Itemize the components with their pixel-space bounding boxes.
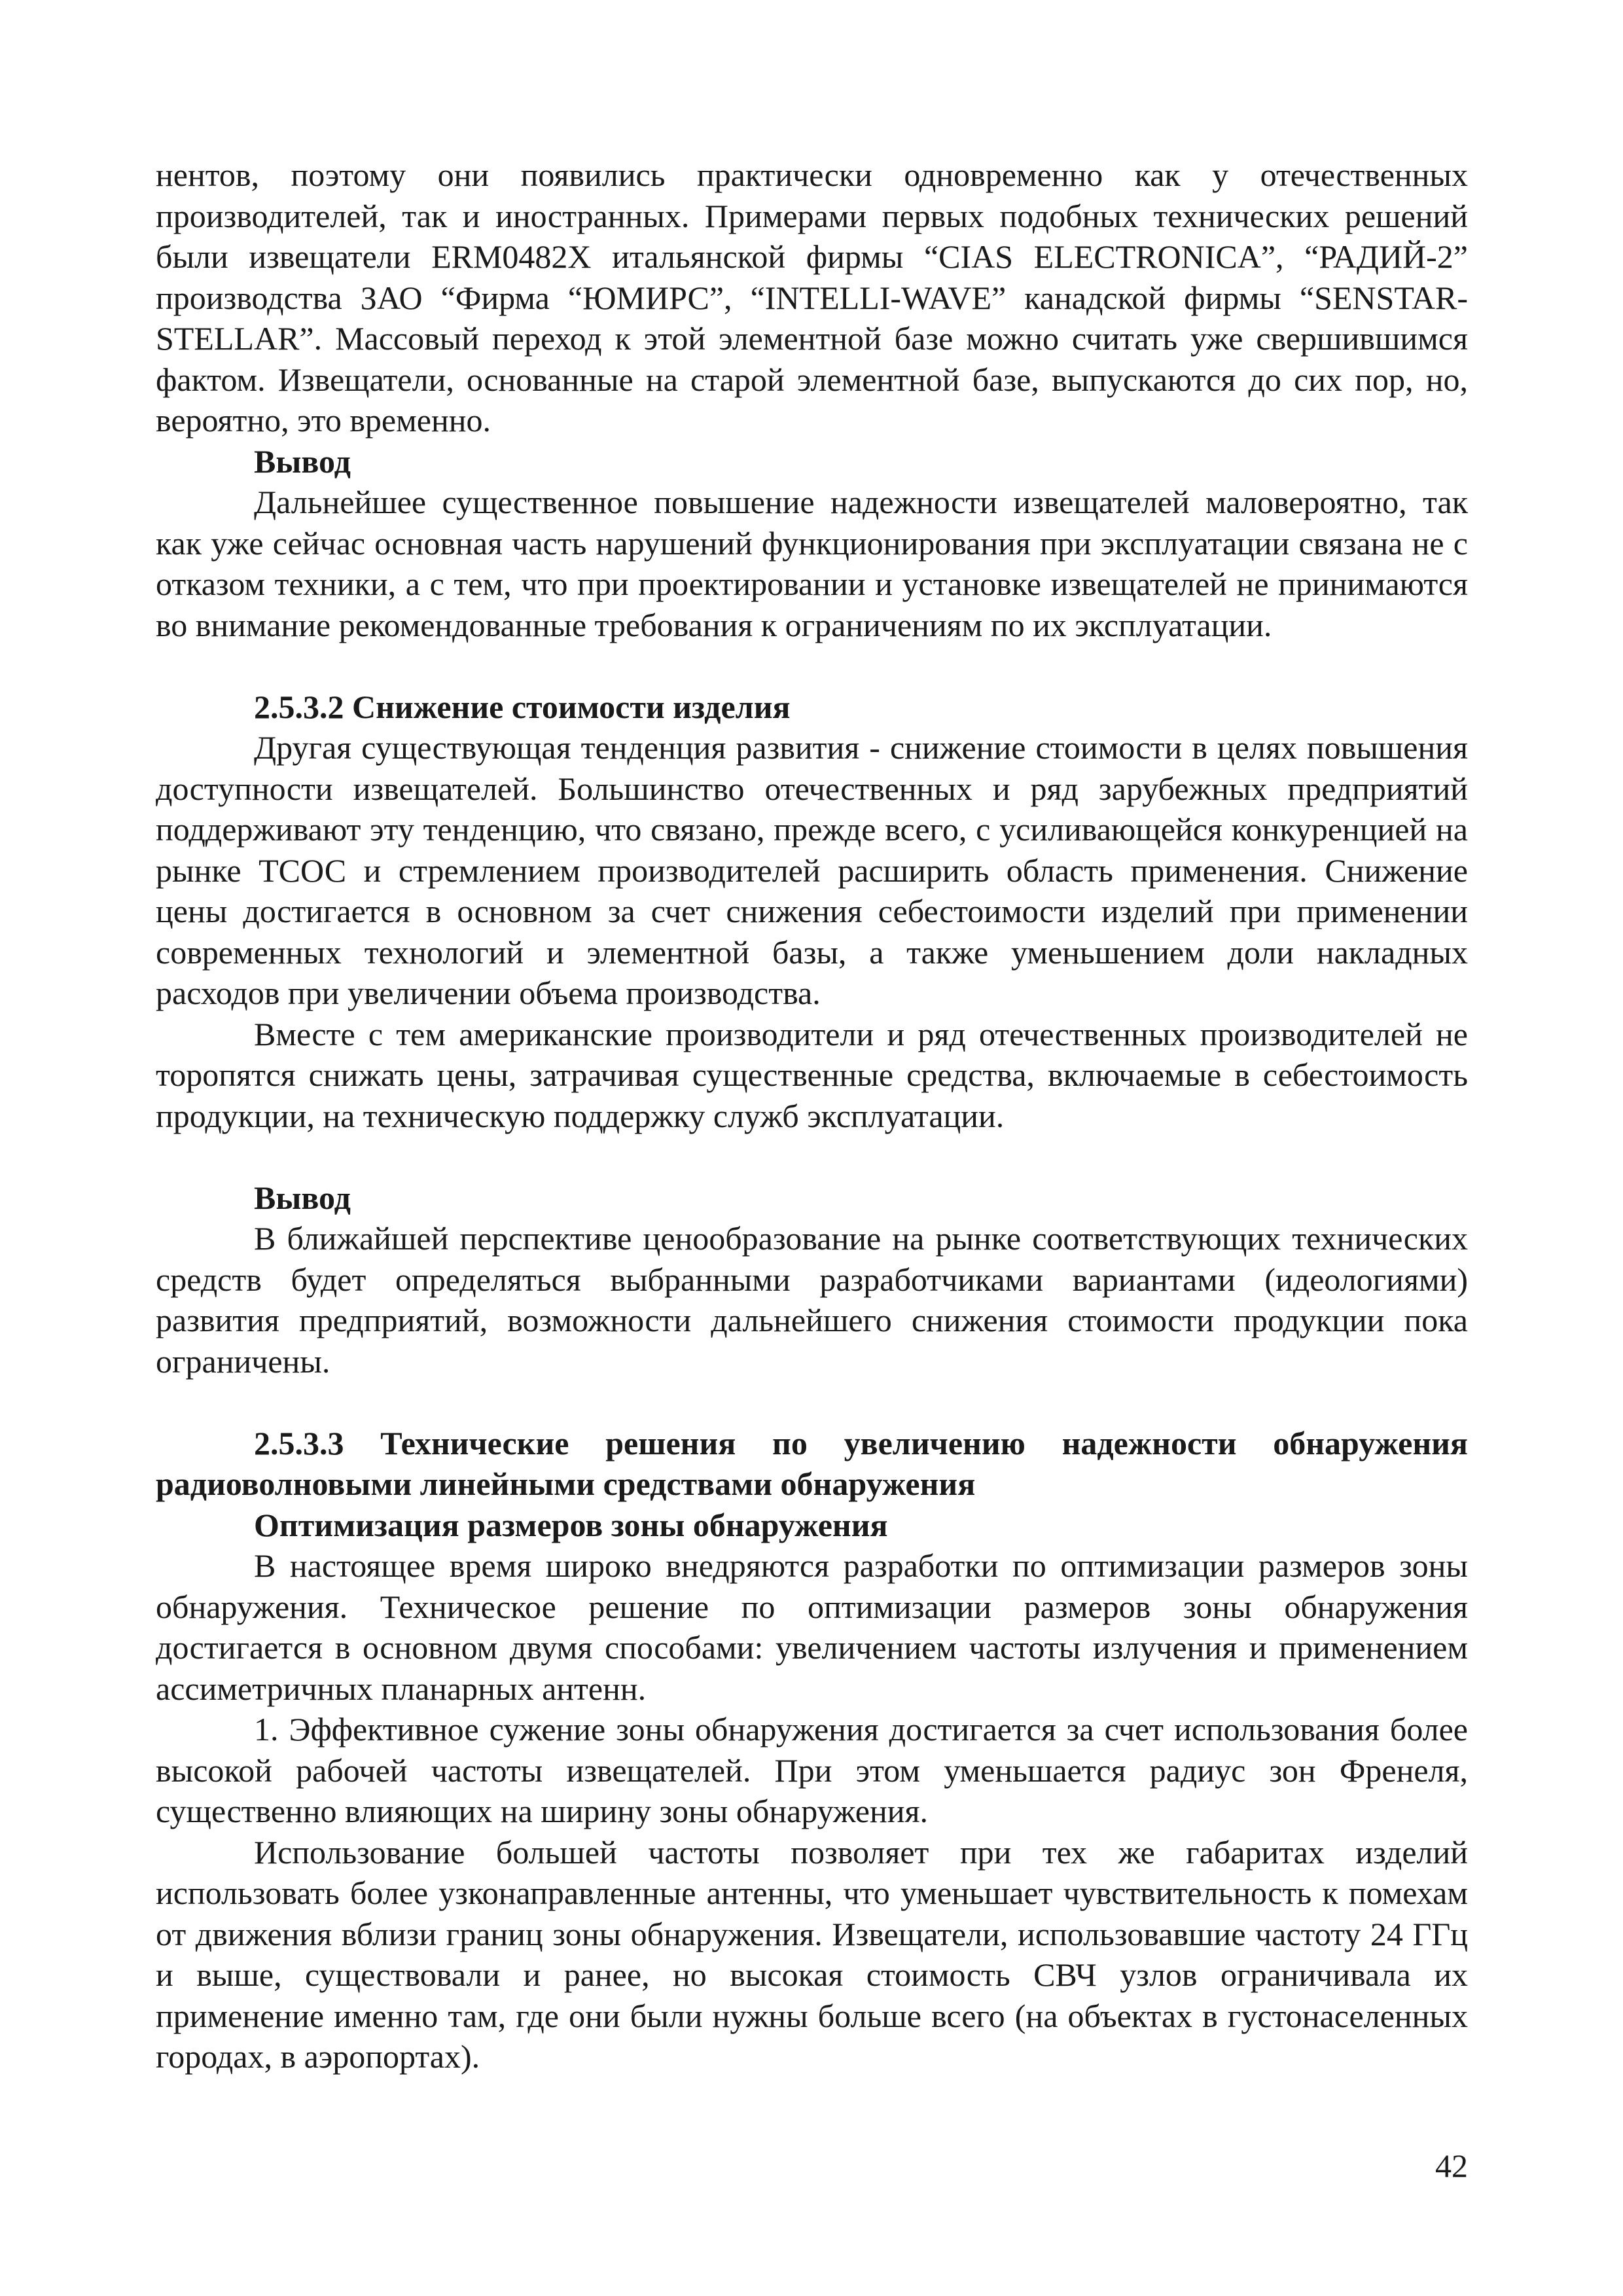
- spacer: [156, 1136, 1468, 1177]
- paragraph-cost-trend: Другая существующая тенденция развития - снижение стоимости в целях повышения доступности извещателей. Большинство отечественных и ряд зарубежных предприятий поддерживают эту тенденцию, что связано, прежде всего, с усиливающейся конкуренцией на рынке ТСОС и стремлением производителей расширить область применения. Снижение цены достигается в основном за счет снижения себестоимости изделий при применении современных технологий и элементной базы, а также уменьшением доли накладных расходов при увеличении объема производства.: [156, 729, 1468, 1011]
- section-heading-2-5-3-2: 2.5.3.2 Снижение стоимости изделия: [254, 688, 791, 725]
- page-body: [156, 154, 1468, 2077]
- spacer: [156, 1382, 1468, 1423]
- paragraph-conclusion-2: В ближайшей перспективе ценообразование на рынке соответствующих технических средств будет определяться выбранными разработчиками вариантами (идеологиями) развития предприятий, возможности дальнейшего снижения стоимости продукции пока ограничены.: [156, 1220, 1468, 1380]
- spacer: [156, 645, 1468, 687]
- heading-conclusion-1: Вывод: [254, 442, 351, 480]
- section-heading-2-5-3-3: 2.5.3.3 Технические решения по увеличению надежности обнаружения радиоволновыми линейными средствами обнаружения: [156, 1424, 1468, 1502]
- paragraph-american-manufacturers: Вместе с тем американские производители и ряд отечественных производителей не торопятся снижать цены, затрачивая существенные средства, включаемые в себестоимость продукции, на техническую поддержку служб эксплуатации.: [156, 1015, 1468, 1134]
- paragraph-higher-frequency: Использование большей частоты позволяет при тех же габаритах изделий использовать более узконаправленные антенны, что уменьшает чувствительность к помехам от движения вблизи границ зоны обнаружения. Извещатели, использовавшие частоту 24 ГГц и выше, существовали и ранее, но высокая стоимость СВЧ узлов ограничивала их применение именно там, где они были нужны больше всего (на объектах в густонаселенных городах, в аэропортах).: [156, 1833, 1468, 2075]
- paragraph-continued: нентов, поэтому они появились практически одновременно как у отечественных производителей, так и иностранных. Примерами первых подобных технических решений были извещатели ERM0482X итальянской фирмы “CIAS ELECTRONICA”, “РАДИЙ-2” производства ЗАО “Фирма “ЮМИРС”, “INTELLI-WAVE” канадской фирмы “SENSTAR-STELLAR”. Массовый переход к этой элементной базе можно считать уже свершившимся фактом. Извещатели, основанные на старой элементной базе, выпускаются до сих пор, но, вероятно, это временно.: [156, 156, 1468, 439]
- heading-conclusion-2: Вывод: [254, 1179, 351, 1216]
- page-number: 42: [1435, 2147, 1468, 2184]
- paragraph-zone-optimization: В настоящее время широко внедряются разработки по оптимизации размеров зоны обнаружения. Техническое решение по оптимизации размеров зоны обнаружения достигается в основном двумя способами: увеличением частоты излучения и применением ассиметричных планарных антенн.: [156, 1547, 1468, 1707]
- subheading-zone-optimization: Оптимизация размеров зоны обнаружения: [254, 1506, 888, 1543]
- paragraph-conclusion-1: Дальнейшее существенное повышение надежности извещателей маловероятно, так как уже сейчас основная часть нарушений функционирования при эксплуатации связана не с отказом техники, а с тем, что при проектировании и установке извещателей не принимаются во внимание рекомендованные требования к ограничениям по их эксплуатации.: [156, 484, 1468, 643]
- paragraph-frequency-narrowing: 1. Эффективное сужение зоны обнаружения достигается за счет использования более высокой рабочей частоты извещателей. При этом уменьшается радиус зон Френеля, существенно влияющих на ширину зоны обнаружения.: [156, 1711, 1468, 1829]
